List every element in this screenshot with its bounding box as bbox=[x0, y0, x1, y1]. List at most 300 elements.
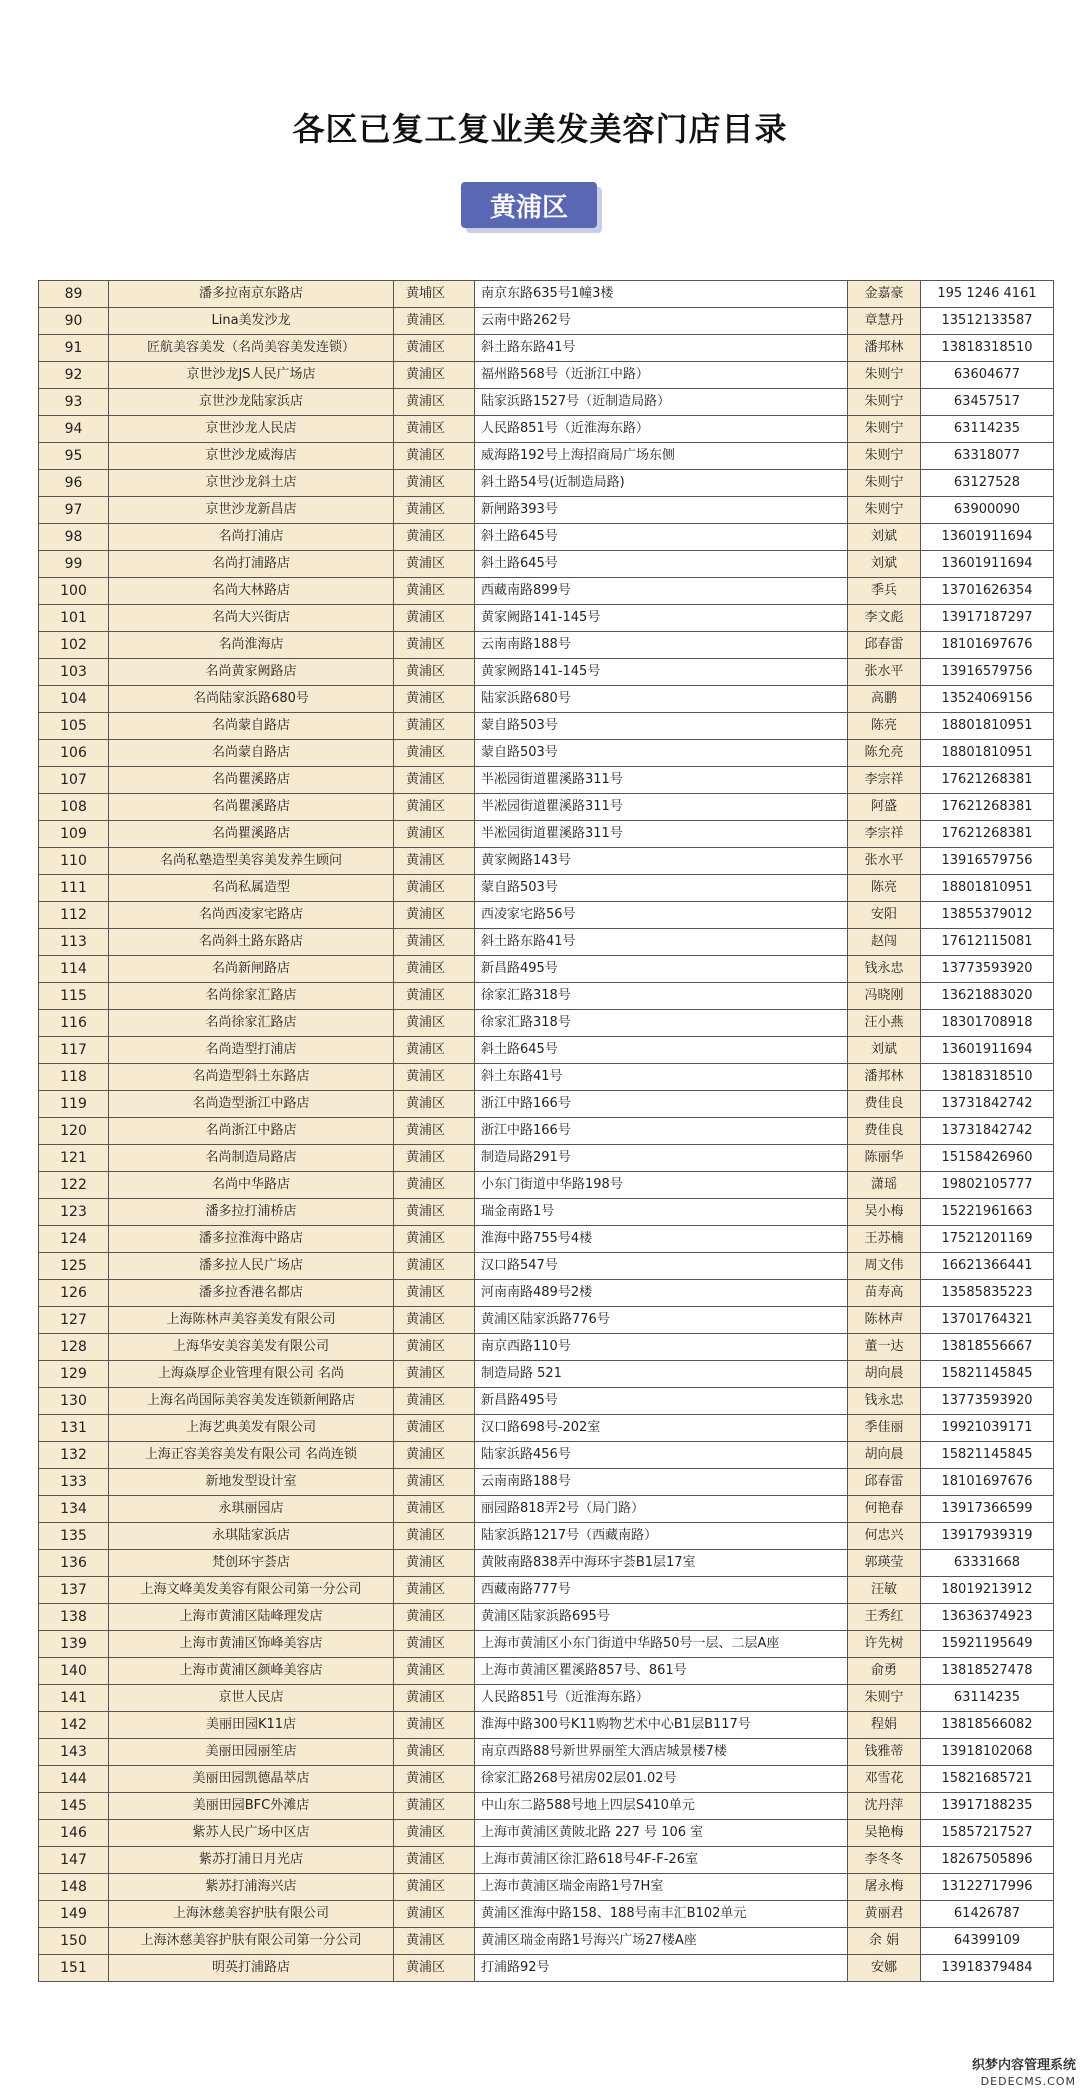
phone-cell: 13773593920 bbox=[921, 1388, 1054, 1415]
row-number-cell: 96 bbox=[39, 470, 109, 497]
store-name-cell: 京世人民店 bbox=[109, 1685, 394, 1712]
address-cell: 斜土路645号 bbox=[475, 524, 848, 551]
store-name-cell: 名尚大兴街店 bbox=[109, 605, 394, 632]
district-cell: 黄浦区 bbox=[394, 308, 475, 335]
phone-cell: 13917939319 bbox=[921, 1523, 1054, 1550]
table-row bbox=[39, 1226, 1054, 1253]
district-cell: 黄浦区 bbox=[394, 1739, 475, 1766]
contact-person-cell: 邓雪花 bbox=[848, 1766, 921, 1793]
table-row bbox=[39, 1793, 1054, 1820]
district-cell: 黄浦区 bbox=[394, 1577, 475, 1604]
address-cell: 打浦路92号 bbox=[475, 1955, 848, 1982]
contact-person-cell: 李文彪 bbox=[848, 605, 921, 632]
phone-cell: 13818566082 bbox=[921, 1712, 1054, 1739]
store-name-cell: 名尚造型浙江中路店 bbox=[109, 1091, 394, 1118]
district-cell: 黄浦区 bbox=[394, 1037, 475, 1064]
contact-person-cell: 赵闯 bbox=[848, 929, 921, 956]
address-cell: 人民路851号（近淮海东路） bbox=[475, 1685, 848, 1712]
row-number-cell: 134 bbox=[39, 1496, 109, 1523]
store-name-cell: 上海文峰美发美容有限公司第一分公司 bbox=[109, 1577, 394, 1604]
address-cell: 半凇园街道瞿溪路311号 bbox=[475, 821, 848, 848]
store-name-cell: 名尚徐家汇路店 bbox=[109, 1010, 394, 1037]
contact-person-cell: 邱春雷 bbox=[848, 1469, 921, 1496]
district-cell: 黄浦区 bbox=[394, 1955, 475, 1982]
phone-cell: 18101697676 bbox=[921, 632, 1054, 659]
row-number-cell: 97 bbox=[39, 497, 109, 524]
store-name-cell: 潘多拉人民广场店 bbox=[109, 1253, 394, 1280]
store-name-cell: 京世沙龙新昌店 bbox=[109, 497, 394, 524]
address-cell: 福州路568号（近浙江中路） bbox=[475, 362, 848, 389]
row-number-cell: 118 bbox=[39, 1064, 109, 1091]
row-number-cell: 124 bbox=[39, 1226, 109, 1253]
table-row bbox=[39, 1145, 1054, 1172]
store-name-cell: 潘多拉南京东路店 bbox=[109, 281, 394, 308]
phone-cell: 16621366441 bbox=[921, 1253, 1054, 1280]
table-row bbox=[39, 1577, 1054, 1604]
table-row bbox=[39, 740, 1054, 767]
contact-person-cell: 潘邦林 bbox=[848, 335, 921, 362]
contact-person-cell: 王秀红 bbox=[848, 1604, 921, 1631]
contact-person-cell: 安娜 bbox=[848, 1955, 921, 1982]
phone-cell: 13601911694 bbox=[921, 1037, 1054, 1064]
district-cell: 黄浦区 bbox=[394, 686, 475, 713]
address-cell: 新闸路393号 bbox=[475, 497, 848, 524]
store-name-cell: 潘多拉香港名都店 bbox=[109, 1280, 394, 1307]
contact-person-cell: 朱则宁 bbox=[848, 470, 921, 497]
district-cell: 黄浦区 bbox=[394, 1631, 475, 1658]
phone-cell: 17612115081 bbox=[921, 929, 1054, 956]
store-name-cell: Lina美发沙龙 bbox=[109, 308, 394, 335]
store-name-cell: 上海沐慈美容护肤有限公司第一分公司 bbox=[109, 1928, 394, 1955]
phone-cell: 13731842742 bbox=[921, 1118, 1054, 1145]
row-number-cell: 135 bbox=[39, 1523, 109, 1550]
address-cell: 西藏南路777号 bbox=[475, 1577, 848, 1604]
table-row bbox=[39, 1901, 1054, 1928]
table-row bbox=[39, 605, 1054, 632]
row-number-cell: 111 bbox=[39, 875, 109, 902]
store-name-cell: 京世沙龙陆家浜店 bbox=[109, 389, 394, 416]
row-number-cell: 147 bbox=[39, 1847, 109, 1874]
phone-cell: 13917366599 bbox=[921, 1496, 1054, 1523]
address-cell: 新昌路495号 bbox=[475, 956, 848, 983]
table-row bbox=[39, 1199, 1054, 1226]
phone-cell: 13701764321 bbox=[921, 1307, 1054, 1334]
phone-cell: 63114235 bbox=[921, 416, 1054, 443]
table-row bbox=[39, 632, 1054, 659]
row-number-cell: 120 bbox=[39, 1118, 109, 1145]
phone-cell: 63900090 bbox=[921, 497, 1054, 524]
store-name-cell: 明英打浦路店 bbox=[109, 1955, 394, 1982]
phone-cell: 13917187297 bbox=[921, 605, 1054, 632]
store-name-cell: 上海陈林声美容美发有限公司 bbox=[109, 1307, 394, 1334]
phone-cell: 13818318510 bbox=[921, 335, 1054, 362]
store-name-cell: 上海正容美容美发有限公司 名尚连锁 bbox=[109, 1442, 394, 1469]
district-cell: 黄浦区 bbox=[394, 1415, 475, 1442]
address-cell: 新昌路495号 bbox=[475, 1388, 848, 1415]
contact-person-cell: 钱永忠 bbox=[848, 956, 921, 983]
district-cell: 黄浦区 bbox=[394, 1226, 475, 1253]
row-number-cell: 99 bbox=[39, 551, 109, 578]
table-row bbox=[39, 848, 1054, 875]
address-cell: 黄家阙路143号 bbox=[475, 848, 848, 875]
district-cell: 黄浦区 bbox=[394, 1442, 475, 1469]
contact-person-cell: 阿盛 bbox=[848, 794, 921, 821]
district-cell: 黄浦区 bbox=[394, 1307, 475, 1334]
address-cell: 小东门街道中华路198号 bbox=[475, 1172, 848, 1199]
contact-person-cell: 黄丽君 bbox=[848, 1901, 921, 1928]
address-cell: 陆家浜路1527号（近制造局路） bbox=[475, 389, 848, 416]
district-cell: 黄浦区 bbox=[394, 389, 475, 416]
address-cell: 云南南路188号 bbox=[475, 1469, 848, 1496]
address-cell: 黄浦区陆家浜路695号 bbox=[475, 1604, 848, 1631]
row-number-cell: 145 bbox=[39, 1793, 109, 1820]
address-cell: 河南南路489号2楼 bbox=[475, 1280, 848, 1307]
district-cell: 黄浦区 bbox=[394, 1469, 475, 1496]
row-number-cell: 133 bbox=[39, 1469, 109, 1496]
row-number-cell: 105 bbox=[39, 713, 109, 740]
address-cell: 黄家阙路141-145号 bbox=[475, 659, 848, 686]
address-cell: 陆家浜路680号 bbox=[475, 686, 848, 713]
row-number-cell: 148 bbox=[39, 1874, 109, 1901]
phone-cell: 13636374923 bbox=[921, 1604, 1054, 1631]
store-name-cell: 名尚蒙自路店 bbox=[109, 740, 394, 767]
table-row bbox=[39, 794, 1054, 821]
phone-cell: 18301708918 bbox=[921, 1010, 1054, 1037]
address-cell: 西藏南路899号 bbox=[475, 578, 848, 605]
row-number-cell: 90 bbox=[39, 308, 109, 335]
table-row bbox=[39, 1064, 1054, 1091]
store-name-cell: 名尚造型打浦店 bbox=[109, 1037, 394, 1064]
row-number-cell: 151 bbox=[39, 1955, 109, 1982]
table-row bbox=[39, 929, 1054, 956]
address-cell: 上海市黄浦区小东门街道中华路50号一层、二层A座 bbox=[475, 1631, 848, 1658]
address-cell: 上海市黄浦区徐汇路618号4F-F-26室 bbox=[475, 1847, 848, 1874]
watermark-logo bbox=[972, 2058, 1076, 2090]
district-cell: 黄浦区 bbox=[394, 821, 475, 848]
phone-cell: 19921039171 bbox=[921, 1415, 1054, 1442]
contact-person-cell: 李宗祥 bbox=[848, 821, 921, 848]
contact-person-cell: 朱则宁 bbox=[848, 362, 921, 389]
phone-cell: 13918102068 bbox=[921, 1739, 1054, 1766]
row-number-cell: 104 bbox=[39, 686, 109, 713]
store-name-cell: 新地发型设计室 bbox=[109, 1469, 394, 1496]
store-name-cell: 名尚瞿溪路店 bbox=[109, 767, 394, 794]
table-row bbox=[39, 1388, 1054, 1415]
contact-person-cell: 余 娟 bbox=[848, 1928, 921, 1955]
district-cell: 黄埔区 bbox=[394, 281, 475, 308]
row-number-cell: 103 bbox=[39, 659, 109, 686]
address-cell: 斜土路645号 bbox=[475, 551, 848, 578]
table-row bbox=[39, 1631, 1054, 1658]
phone-cell: 17621268381 bbox=[921, 821, 1054, 848]
row-number-cell: 122 bbox=[39, 1172, 109, 1199]
phone-cell: 13524069156 bbox=[921, 686, 1054, 713]
store-name-cell: 名尚中华路店 bbox=[109, 1172, 394, 1199]
address-cell: 汉口路698号-202室 bbox=[475, 1415, 848, 1442]
store-table-wrapper bbox=[38, 280, 1042, 1982]
phone-cell: 13818556667 bbox=[921, 1334, 1054, 1361]
store-table bbox=[38, 280, 1054, 1982]
contact-person-cell: 俞勇 bbox=[848, 1658, 921, 1685]
phone-cell: 13818318510 bbox=[921, 1064, 1054, 1091]
district-cell: 黄浦区 bbox=[394, 1523, 475, 1550]
district-cell: 黄浦区 bbox=[394, 767, 475, 794]
district-cell: 黄浦区 bbox=[394, 659, 475, 686]
table-row bbox=[39, 1469, 1054, 1496]
row-number-cell: 137 bbox=[39, 1577, 109, 1604]
row-number-cell: 98 bbox=[39, 524, 109, 551]
table-row bbox=[39, 1712, 1054, 1739]
table-row bbox=[39, 1442, 1054, 1469]
store-name-cell: 京世沙龙威海店 bbox=[109, 443, 394, 470]
phone-cell: 13585835223 bbox=[921, 1280, 1054, 1307]
store-name-cell: 京世沙龙人民店 bbox=[109, 416, 394, 443]
store-name-cell: 名尚打浦店 bbox=[109, 524, 394, 551]
district-cell: 黄浦区 bbox=[394, 848, 475, 875]
address-cell: 斜土路645号 bbox=[475, 1037, 848, 1064]
row-number-cell: 92 bbox=[39, 362, 109, 389]
address-cell: 黄陂南路838弄中海环宇荟B1层17室 bbox=[475, 1550, 848, 1577]
contact-person-cell: 陈亮 bbox=[848, 713, 921, 740]
phone-cell: 15921195649 bbox=[921, 1631, 1054, 1658]
store-name-cell: 名尚西凌家宅路店 bbox=[109, 902, 394, 929]
contact-person-cell: 潇瑶 bbox=[848, 1172, 921, 1199]
district-cell: 黄浦区 bbox=[394, 1334, 475, 1361]
store-name-cell: 上海沐慈美容护肤有限公司 bbox=[109, 1901, 394, 1928]
district-cell: 黄浦区 bbox=[394, 1145, 475, 1172]
address-cell: 瑞金南路1号 bbox=[475, 1199, 848, 1226]
store-name-cell: 匠航美容美发（名尚美容美发连锁） bbox=[109, 335, 394, 362]
contact-person-cell: 朱则宁 bbox=[848, 416, 921, 443]
district-cell: 黄浦区 bbox=[394, 578, 475, 605]
store-name-cell: 名尚大林路店 bbox=[109, 578, 394, 605]
district-cell: 黄浦区 bbox=[394, 1199, 475, 1226]
row-number-cell: 121 bbox=[39, 1145, 109, 1172]
row-number-cell: 136 bbox=[39, 1550, 109, 1577]
phone-cell: 13701626354 bbox=[921, 578, 1054, 605]
contact-person-cell: 陈林声 bbox=[848, 1307, 921, 1334]
store-name-cell: 京世沙龙斜土店 bbox=[109, 470, 394, 497]
address-cell: 徐家汇路318号 bbox=[475, 1010, 848, 1037]
contact-person-cell: 陈允亮 bbox=[848, 740, 921, 767]
row-number-cell: 140 bbox=[39, 1658, 109, 1685]
row-number-cell: 93 bbox=[39, 389, 109, 416]
district-cell: 黄浦区 bbox=[394, 1712, 475, 1739]
district-cell: 黄浦区 bbox=[394, 1550, 475, 1577]
address-cell: 中山东二路588号地上四层S410单元 bbox=[475, 1793, 848, 1820]
address-cell: 半凇园街道瞿溪路311号 bbox=[475, 767, 848, 794]
phone-cell: 18267505896 bbox=[921, 1847, 1054, 1874]
phone-cell: 13731842742 bbox=[921, 1091, 1054, 1118]
contact-person-cell: 钱永忠 bbox=[848, 1388, 921, 1415]
store-name-cell: 名尚徐家汇路店 bbox=[109, 983, 394, 1010]
row-number-cell: 109 bbox=[39, 821, 109, 848]
table-row bbox=[39, 1766, 1054, 1793]
table-row bbox=[39, 362, 1054, 389]
phone-cell: 13916579756 bbox=[921, 848, 1054, 875]
row-number-cell: 102 bbox=[39, 632, 109, 659]
table-row bbox=[39, 1955, 1054, 1982]
address-cell: 淮海中路755号4楼 bbox=[475, 1226, 848, 1253]
address-cell: 徐家汇路268号裙房02层01.02号 bbox=[475, 1766, 848, 1793]
address-cell: 蒙自路503号 bbox=[475, 713, 848, 740]
row-number-cell: 127 bbox=[39, 1307, 109, 1334]
address-cell: 斜土路东路41号 bbox=[475, 929, 848, 956]
contact-person-cell: 邱春雷 bbox=[848, 632, 921, 659]
row-number-cell: 125 bbox=[39, 1253, 109, 1280]
district-cell: 黄浦区 bbox=[394, 1496, 475, 1523]
district-cell: 黄浦区 bbox=[394, 983, 475, 1010]
phone-cell: 19802105777 bbox=[921, 1172, 1054, 1199]
row-number-cell: 117 bbox=[39, 1037, 109, 1064]
store-name-cell: 名尚黄家阙路店 bbox=[109, 659, 394, 686]
phone-cell: 15821685721 bbox=[921, 1766, 1054, 1793]
contact-person-cell: 刘斌 bbox=[848, 524, 921, 551]
contact-person-cell: 张水平 bbox=[848, 659, 921, 686]
district-cell: 黄浦区 bbox=[394, 497, 475, 524]
table-row bbox=[39, 1874, 1054, 1901]
table-row bbox=[39, 1010, 1054, 1037]
row-number-cell: 94 bbox=[39, 416, 109, 443]
contact-person-cell: 王苏楠 bbox=[848, 1226, 921, 1253]
address-cell: 浙江中路166号 bbox=[475, 1091, 848, 1118]
store-name-cell: 名尚私塾造型美容美发养生顾问 bbox=[109, 848, 394, 875]
contact-person-cell: 吴小梅 bbox=[848, 1199, 921, 1226]
table-row bbox=[39, 1118, 1054, 1145]
district-cell: 黄浦区 bbox=[394, 1361, 475, 1388]
contact-person-cell: 金嘉豪 bbox=[848, 281, 921, 308]
row-number-cell: 113 bbox=[39, 929, 109, 956]
phone-cell: 63114235 bbox=[921, 1685, 1054, 1712]
row-number-cell: 91 bbox=[39, 335, 109, 362]
contact-person-cell: 张水平 bbox=[848, 848, 921, 875]
store-name-cell: 美丽田园K11店 bbox=[109, 1712, 394, 1739]
table-row bbox=[39, 1847, 1054, 1874]
address-cell: 徐家汇路318号 bbox=[475, 983, 848, 1010]
store-name-cell: 名尚陆家浜路680号 bbox=[109, 686, 394, 713]
phone-cell: 15158426960 bbox=[921, 1145, 1054, 1172]
phone-cell: 13621883020 bbox=[921, 983, 1054, 1010]
address-cell: 西凌家宅路56号 bbox=[475, 902, 848, 929]
address-cell: 南京东路635号1幢3楼 bbox=[475, 281, 848, 308]
store-name-cell: 上海焱厚企业管理有限公司 名尚 bbox=[109, 1361, 394, 1388]
contact-person-cell: 朱则宁 bbox=[848, 1685, 921, 1712]
contact-person-cell: 程娟 bbox=[848, 1712, 921, 1739]
store-name-cell: 名尚新闸路店 bbox=[109, 956, 394, 983]
contact-person-cell: 冯晓刚 bbox=[848, 983, 921, 1010]
phone-cell: 13601911694 bbox=[921, 551, 1054, 578]
phone-cell: 13916579756 bbox=[921, 659, 1054, 686]
row-number-cell: 132 bbox=[39, 1442, 109, 1469]
table-row bbox=[39, 470, 1054, 497]
district-cell: 黄浦区 bbox=[394, 416, 475, 443]
table-row bbox=[39, 1496, 1054, 1523]
contact-person-cell: 高鹏 bbox=[848, 686, 921, 713]
district-cell: 黄浦区 bbox=[394, 1064, 475, 1091]
phone-cell: 17621268381 bbox=[921, 794, 1054, 821]
district-cell: 黄浦区 bbox=[394, 1766, 475, 1793]
table-row bbox=[39, 1361, 1054, 1388]
contact-person-cell: 郭瑛莹 bbox=[848, 1550, 921, 1577]
district-cell: 黄浦区 bbox=[394, 929, 475, 956]
table-row bbox=[39, 821, 1054, 848]
row-number-cell: 143 bbox=[39, 1739, 109, 1766]
phone-cell: 63604677 bbox=[921, 362, 1054, 389]
store-name-cell: 名尚私属造型 bbox=[109, 875, 394, 902]
table-row bbox=[39, 1928, 1054, 1955]
address-cell: 汉口路547号 bbox=[475, 1253, 848, 1280]
address-cell: 黄浦区淮海中路158、188号南丰汇B102单元 bbox=[475, 1901, 848, 1928]
store-name-cell: 名尚浙江中路店 bbox=[109, 1118, 394, 1145]
district-cell: 黄浦区 bbox=[394, 524, 475, 551]
address-cell: 黄浦区陆家浜路776号 bbox=[475, 1307, 848, 1334]
district-cell: 黄浦区 bbox=[394, 1172, 475, 1199]
contact-person-cell: 屠永梅 bbox=[848, 1874, 921, 1901]
contact-person-cell: 季佳丽 bbox=[848, 1415, 921, 1442]
phone-cell: 13773593920 bbox=[921, 956, 1054, 983]
phone-cell: 64399109 bbox=[921, 1928, 1054, 1955]
table-row bbox=[39, 551, 1054, 578]
table-row bbox=[39, 389, 1054, 416]
table-row bbox=[39, 1820, 1054, 1847]
contact-person-cell: 沈丹萍 bbox=[848, 1793, 921, 1820]
row-number-cell: 144 bbox=[39, 1766, 109, 1793]
contact-person-cell: 陈亮 bbox=[848, 875, 921, 902]
table-row bbox=[39, 902, 1054, 929]
contact-person-cell: 何忠兴 bbox=[848, 1523, 921, 1550]
row-number-cell: 142 bbox=[39, 1712, 109, 1739]
table-row bbox=[39, 1658, 1054, 1685]
address-cell: 南京西路88号新世界丽笙大酒店城景楼7楼 bbox=[475, 1739, 848, 1766]
address-cell: 半凇园街道瞿溪路311号 bbox=[475, 794, 848, 821]
table-row bbox=[39, 686, 1054, 713]
phone-cell: 13855379012 bbox=[921, 902, 1054, 929]
district-cell: 黄浦区 bbox=[394, 1253, 475, 1280]
district-cell: 黄浦区 bbox=[394, 335, 475, 362]
row-number-cell: 114 bbox=[39, 956, 109, 983]
row-number-cell: 89 bbox=[39, 281, 109, 308]
store-name-cell: 上海市黄浦区陆峰理发店 bbox=[109, 1604, 394, 1631]
table-row bbox=[39, 1550, 1054, 1577]
table-row bbox=[39, 308, 1054, 335]
address-cell: 制造局路291号 bbox=[475, 1145, 848, 1172]
contact-person-cell: 刘斌 bbox=[848, 1037, 921, 1064]
phone-cell: 15221961663 bbox=[921, 1199, 1054, 1226]
district-badge: 黄浦区 bbox=[461, 182, 597, 228]
contact-person-cell: 陈丽华 bbox=[848, 1145, 921, 1172]
watermark-subtext: DEDECMS.COM bbox=[980, 2075, 1076, 2088]
store-name-cell: 名尚淮海店 bbox=[109, 632, 394, 659]
address-cell: 人民路851号（近淮海东路） bbox=[475, 416, 848, 443]
table-row bbox=[39, 956, 1054, 983]
address-cell: 蒙自路503号 bbox=[475, 740, 848, 767]
phone-cell: 18801810951 bbox=[921, 713, 1054, 740]
contact-person-cell: 周文伟 bbox=[848, 1253, 921, 1280]
address-cell: 上海市黄浦区黄陂北路 227 号 106 室 bbox=[475, 1820, 848, 1847]
store-name-cell: 永琪陆家浜店 bbox=[109, 1523, 394, 1550]
table-row bbox=[39, 1523, 1054, 1550]
table-row bbox=[39, 659, 1054, 686]
table-row bbox=[39, 416, 1054, 443]
phone-cell: 18801810951 bbox=[921, 740, 1054, 767]
store-name-cell: 紫苏打浦日月光店 bbox=[109, 1847, 394, 1874]
contact-person-cell: 安阳 bbox=[848, 902, 921, 929]
district-cell: 黄浦区 bbox=[394, 794, 475, 821]
district-cell: 黄浦区 bbox=[394, 956, 475, 983]
district-cell: 黄浦区 bbox=[394, 1658, 475, 1685]
row-number-cell: 146 bbox=[39, 1820, 109, 1847]
contact-person-cell: 汪小燕 bbox=[848, 1010, 921, 1037]
